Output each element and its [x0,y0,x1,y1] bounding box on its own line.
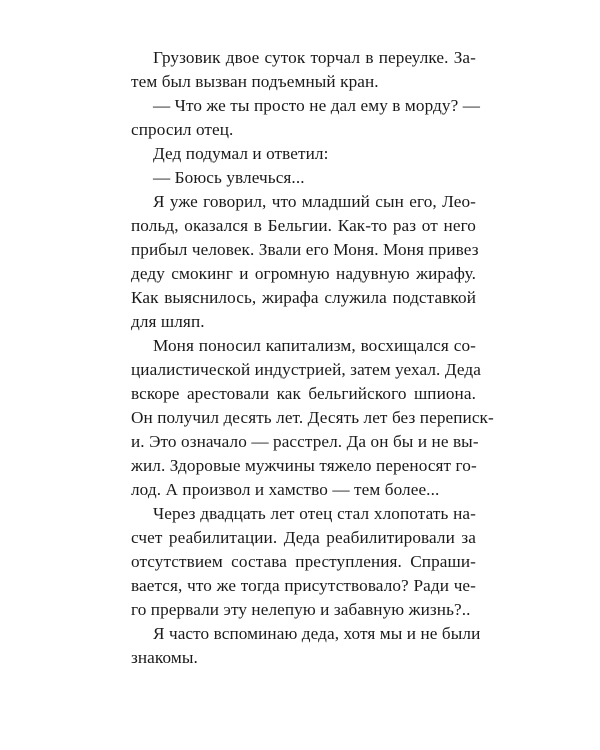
text-line: го прервали эту нелепую и забавную жизнь?.. [131,600,471,619]
text-line: прибыл человек. Звали его Моня. Моня привез [131,240,479,259]
text-line: знакомы. [131,648,198,667]
text-line: спросил отец. [131,120,234,139]
text-line: польд, оказался в Бельгии. Как-то раз от него [131,216,476,235]
text-line: Грузовик двое суток торчал в переулке. За- [153,48,476,67]
text-line: Дед подумал и ответил: [153,144,329,163]
text-line: циалистической индустрией, затем уехал. Деда [131,360,481,379]
text-line: деду смокинг и огромную надувную жирафу. [131,264,476,283]
text-line: счет реабилитации. Деда реабилитировали за [131,528,476,547]
text-line: жил. Здоровые мужчины тяжело переносят го- [131,456,477,475]
text-line: — Боюсь увлечься... [153,168,305,187]
text-line: лод. А произвол и хамство — тем более... [131,480,440,499]
text-line: — Что же ты просто не дал ему в морду? — [153,96,480,115]
text-line: и. Это означало — расстрел. Да он бы и не вы- [131,432,479,451]
text-line: тем был вызван подъемный кран. [131,72,379,91]
text-line: для шляп. [131,312,205,331]
text-line: Я уже говорил, что младший сын его, Лео- [153,192,476,211]
text-line: Я часто вспоминаю деда, хотя мы и не были [153,624,481,643]
text-line: Через двадцать лет отец стал хлопотать на- [153,504,476,523]
text-line: Моня поносил капитализм, восхищался со- [153,336,476,355]
text-line: вскоре арестовали как бельгийского шпиона. [131,384,476,403]
text-line: Как выяснилось, жирафа служила подставкой [131,288,476,307]
text-line: Он получил десять лет. Десять лет без переписк- [131,408,494,427]
text-line: вается, что же тогда присутствовало? Ради че- [131,576,476,595]
text-line: отсутствием состава преступления. Спраши- [131,552,476,571]
